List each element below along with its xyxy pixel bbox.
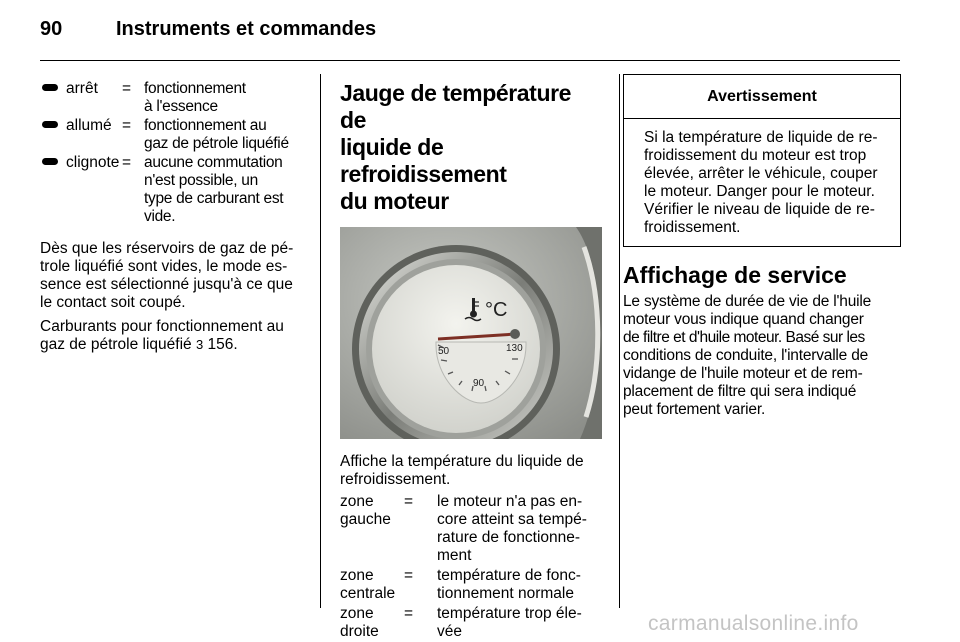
- title-line: liquide de refroidissement: [340, 134, 507, 187]
- text-line: Vérifier le niveau de liquide de re-: [644, 201, 875, 218]
- watermark: carmanualsonline.info: [648, 612, 859, 635]
- text-line: le contact soit coupé.: [40, 294, 186, 311]
- text-fragment: gaz de pétrole liquéfié: [40, 336, 192, 353]
- equals-sign: =: [404, 493, 414, 510]
- warning-title: Avertissement: [624, 75, 900, 119]
- text-line: sence est sélectionné jusqu'à ce que: [40, 276, 293, 293]
- page-header: [40, 18, 900, 58]
- lamp-symbol-icon: [40, 117, 66, 153]
- gauge-label-low: 50: [438, 346, 450, 357]
- equals-sign: =: [404, 567, 414, 584]
- label-line: zone: [340, 493, 374, 510]
- warning-box: [623, 74, 901, 247]
- text-line: moteur vous indique quand changer: [623, 311, 864, 328]
- indicator-row: [40, 80, 306, 116]
- desc-line: core atteint sa tempé-: [437, 511, 587, 528]
- zone-label: [340, 605, 404, 641]
- title-line: Jauge de température de: [340, 80, 572, 133]
- indicator-description: [144, 117, 306, 153]
- text-line: Carburants pour fonctionnement au: [40, 318, 284, 335]
- desc-line: fonctionnement au: [144, 117, 267, 134]
- lamp-symbol-icon: [40, 80, 66, 116]
- page-ref-number: 156.: [207, 336, 238, 353]
- text-line: [40, 336, 306, 354]
- label-line: gauche: [340, 511, 391, 528]
- page-reference-link[interactable]: [196, 336, 238, 353]
- zone-description: [437, 605, 602, 641]
- zone-row: [340, 567, 602, 603]
- label-line: droite: [340, 623, 379, 640]
- lpg-fuels-paragraph: [40, 318, 306, 354]
- text-line: Dès que les réservoirs de gaz de pé-: [40, 240, 294, 257]
- zone-row: [340, 605, 602, 641]
- section-title-service-display: Affichage de service: [623, 262, 847, 288]
- text-line: Affiche la température du liquide de: [340, 453, 584, 470]
- desc-line: aucune commutation: [144, 154, 283, 171]
- header-rule: [40, 60, 900, 61]
- gauge-label-high: 130: [506, 343, 523, 354]
- column-coolant: [340, 80, 602, 641]
- gauge-illustration: [340, 227, 602, 439]
- zone-row: [340, 493, 602, 565]
- equals-sign: =: [122, 117, 132, 134]
- desc-line: n'est possible, un: [144, 172, 258, 189]
- text-line: de filtre et d'huile moteur. Basé sur les: [623, 329, 865, 346]
- desc-line: vide.: [144, 208, 176, 225]
- gauge-label-mid: 90: [473, 378, 485, 389]
- lamp-symbol-icon: [40, 154, 66, 226]
- text-line: Si la température de liquide de re-: [644, 129, 878, 146]
- desc-line: à l'essence: [144, 98, 218, 115]
- page-ref-arrow-icon: 3: [195, 337, 204, 352]
- desc-line: gaz de pétrole liquéfié: [144, 135, 289, 152]
- text-line: conditions de conduite, l'intervalle de: [623, 347, 869, 364]
- chapter-title: Instruments et commandes: [116, 18, 377, 40]
- indicator-row: [40, 117, 306, 153]
- text-line: refroidissement.: [340, 471, 451, 488]
- desc-line: température de fonc-: [437, 567, 581, 584]
- desc-line: le moteur n'a pas en-: [437, 493, 583, 510]
- zone-label: [340, 567, 404, 603]
- title-line: du moteur: [340, 188, 449, 214]
- column-divider-1: [320, 74, 321, 608]
- desc-line: fonctionnement: [144, 80, 246, 97]
- equals-sign: =: [122, 80, 132, 97]
- indicator-state: arrêt: [66, 80, 98, 97]
- zone-description: [437, 567, 602, 603]
- text-line: peut fortement varier.: [623, 401, 766, 418]
- warning-text: [624, 119, 900, 246]
- desc-line: type de carburant est: [144, 190, 284, 207]
- label-line: centrale: [340, 585, 396, 602]
- lpg-empty-paragraph: [40, 240, 306, 312]
- zone-list: [340, 493, 602, 641]
- zone-label: [340, 493, 404, 565]
- text-line: élevée, arrêter le véhicule, couper: [644, 165, 878, 182]
- label-line: zone: [340, 567, 374, 584]
- text-line: Le système de durée de vie de l'huile: [623, 293, 872, 310]
- equals-sign: =: [122, 154, 132, 171]
- column-divider-2: [619, 74, 620, 608]
- text-line: froidissement.: [644, 219, 741, 236]
- text-line: trole liquéfié sont vides, le mode es-: [40, 258, 288, 275]
- coolant-gauge-photo: [340, 227, 602, 439]
- column-lpg: [40, 80, 306, 354]
- desc-line: température trop éle-: [437, 605, 582, 622]
- section-title-coolant-gauge: [340, 80, 602, 215]
- text-line: le moteur. Danger pour le moteur.: [644, 183, 875, 200]
- equals-sign: =: [404, 605, 414, 622]
- column-warning-service: [623, 74, 901, 419]
- label-line: zone: [340, 605, 374, 622]
- page-number: 90: [40, 18, 63, 40]
- indicator-description: [144, 154, 306, 226]
- text-line: placement de filtre qui sera indiqué: [623, 383, 857, 400]
- zone-description: [437, 493, 602, 565]
- indicator-state: clignote: [66, 154, 120, 171]
- gauge-caption: [340, 453, 602, 489]
- service-display-text: [623, 293, 901, 419]
- text-line: froidissement du moteur est trop: [644, 147, 867, 164]
- text-line: vidange de l'huile moteur et de rem-: [623, 365, 863, 382]
- indicator-state: allumé: [66, 117, 112, 134]
- indicator-row: [40, 154, 306, 226]
- desc-line: ment: [437, 547, 472, 564]
- desc-line: vée: [437, 623, 462, 640]
- desc-line: tionnement normale: [437, 585, 574, 602]
- gauge-unit: °C: [485, 299, 508, 321]
- desc-line: rature de fonctionne-: [437, 529, 581, 546]
- indicator-description: [144, 80, 306, 116]
